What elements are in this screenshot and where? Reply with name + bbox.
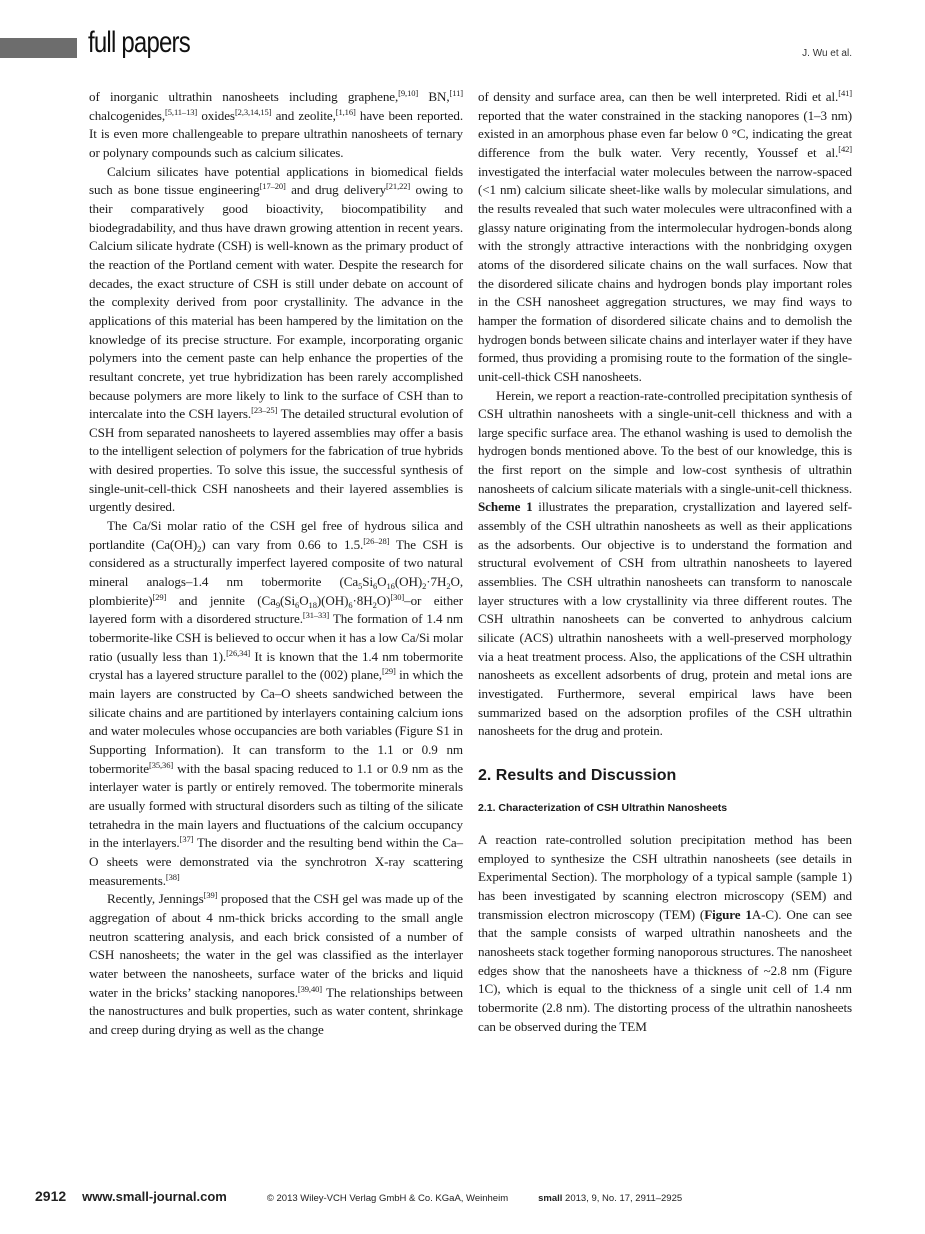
citation-ref: [9,10] [398,88,419,98]
text-run: O) [376,592,391,608]
journal-citation [538,1193,682,1204]
text-run: Si [362,574,374,590]
subscript: 5 [358,581,363,592]
subscript: 18 [308,599,317,610]
paragraph [89,88,463,163]
text-run: (Si [280,592,296,608]
subscript: 16 [386,581,395,592]
text-run: have been reported. It is even more challengeable to prepare ultrathin nanosheets of ternary or polynary compounds such as calcium silicates. [89,107,463,160]
citation-ref: [38] [165,871,180,882]
subscript: 6 [348,599,353,610]
paragraph [478,831,852,1036]
citation-details: 2013, 9, No. 17, 2911–2925 [562,1193,683,1204]
text-run: The detailed structural evolution of CSH from separated nanosheets to layered assemblies may offer a basis to the intelligent selection of polymers for the fabrication of true hybrids with desired properties. To solve this issue, the successful synthesis of single-unit-cell-thick CSH nanosheets and their layered assemblies is urgently desired. [89,406,463,515]
text-run: Calcium silicates have potential applications in biomedical fields such as bone tissue engineering [89,163,463,198]
citation-ref: [30] [390,591,405,602]
paragraph [89,517,463,890]
page-number: 2912 [35,1188,67,1204]
citation-ref: [23–25] [251,405,278,416]
right-column-intro [478,88,852,741]
copyright: © 2013 Wiley-VCH Verlag GmbH & Co. KGaA, Weinheim [266,1193,509,1204]
text-run: O, plombierite) [89,574,463,608]
text-run: of inorganic ultrathin nanosheets including graphene, [89,89,399,104]
page-footer [0,1170,925,1234]
paragraph [478,88,852,387]
running-author: J. Wu et al. [802,48,852,59]
citation-ref: [37] [179,834,194,845]
citation-ref: [21,22] [386,181,411,192]
right-column-results [478,831,852,1036]
text-run: oxides [197,107,235,123]
citation-ref: [31–33] [302,610,330,621]
text-run: A-C). One can see that the sample consists of warped ultrathin nanosheets and the nanosheets stack together forming nanoporous structures. The nanosheet edges show that the nanosheets have a thickness of ~2.8 nm (Figure 1C), which is equal to the thickness of a single unit cell of 1.4 nm tobermorite (2.8 nm). The distorting process of the ultrathin nanosheets can be observed during the TEM [478,906,852,1034]
paragraph [89,163,463,517]
journal-url[interactable]: www.small-journal.com [82,1189,227,1204]
text-run: ·7H [426,574,447,590]
text-run: (OH) [394,574,423,590]
citation-ref: [42] [838,143,852,154]
bold-ref: Scheme 1 [478,499,533,515]
text-run: illustrates the preparation, crystallization and layered self-assembly of the CSH ultrathin nanosheets as well as their applications as the adsorbents. Our objective is to understand the formation and structural evolvement of CSH from ultrathin nanosheets to layered assemblies. The CSH ultrathin nanosheets can transform to nanoscale layer structures with a low crystallinity via three different routes. The CSH ultrathin nanosheets can be converted to anhydrous calcium silicate (ACS) ultrathin nanosheets with a well-preserved morphology via a heat treatment process. Also, the applications of the CSH ultrathin nanosheets as excellent adsorbents of drug, protein and metal ions are investigated. Furthermore, several empirical laws have been summarized based on the adsorption profiles of the CSH ultrathin nanosheets for the drug and protein. [478,499,852,739]
body-columns [0,88,925,1039]
text-run: ·8H [352,592,373,608]
page-header [0,0,925,88]
citation-ref: [26–28] [363,535,390,546]
text-run: O [299,592,309,608]
text-run: The formation of 1.4 nm tobermorite-like CSH is believed to occur when it has a low Ca/Si molar ratio (usually less than 1). [89,611,464,664]
text-run: reported that the water constrained in the stacking nanopores (1–3 nm) existed in an amorphous phase even far below 0 °C, indicating the great difference from the bulk water. Very recently, Youssef et al. [478,107,852,160]
subsection-heading: 2.1. Characterization of CSH Ultrathin Nanosheets [478,801,728,814]
text-run: BN, [418,89,450,104]
journal-name: small [538,1193,563,1204]
citation-ref: [11] [449,88,463,98]
citation-ref: [1,16] [335,106,356,117]
citation-ref: [39,40] [297,983,322,994]
text-run: The Ca/Si molar ratio of the CSH gel free of hydrous silica and portlandite (Ca(OH) [89,518,463,552]
subscript: 2 [372,599,377,610]
subscript: 2 [197,543,202,554]
text-run: investigated the interfacial water molecules between the narrow-spaced (<1 nm) calcium silicate sheet-like walls by molecular simulations, and the results revealed that such water molecules were ultraconfined with a glassy nature originating from the intermolecular hydrogen-bonds along with the strongly attractive interactions with the nonbridging oxygen atoms of the disordered silicate chains on the wall surfaces. Now that the disordered silicate chains and hydrogen bonds play important roles in the CSH nanosheet aggregation structures, we may find ways to hamper the formation of disordered silicate chains and to demolish the hydrogen bonds between silicate chains and interlayer water if they have formed, thus providing a promising route to the formation of the single-unit-cell-thick CSH nanosheets. [478,163,852,384]
citation-ref: [26,34] [226,647,251,658]
text-run: It is known that the 1.4 nm tobermorite crystal has a layered structure parallel to the (002) plane, [89,648,463,683]
subscript: 2 [446,581,451,592]
text-run: in which the main layers are constructed by Ca–O sheets sandwiched between the silicate chains and are partitioned by interlayers containing calcium ions and water molecules whose occupancies are both variables (Figure S1 in Supporting Information). It can transform to the 1.1 or 0.9 nm tobermorite [89,667,463,776]
text-run: with the basal spacing reduced to 1.1 or 0.9 nm as the interlayer water is partly or entirely removed. The tobermorite minerals are usually formed with structural disorders such as tilting of the silicate tetrahedra in the main layers and fluctuations of the calcium occupancy in the interlayers. [89,760,463,851]
citation-ref: [35,36] [148,759,174,770]
left-column [89,88,463,1039]
left-column-text [89,88,463,1039]
text-run: ) can vary from 0.66 to 1.5. [201,536,364,552]
subscript: 6 [373,581,378,592]
text-run: and jennite (Ca [166,592,276,608]
text-run: The relationships between the nanostructures and bulk properties, such as water content, shrinkage and creep during drying as well as the change [89,984,463,1037]
text-run: –or either layered form with a disordered structure. [89,592,463,627]
bold-ref: Figure 1 [704,906,752,922]
text-run: Recently, Jennings [107,891,204,907]
paragraph [89,890,463,1039]
text-run: A reaction rate-controlled solution precipitation method has been employed to synthesize the CSH ultrathin nanosheets (see details in Experimental Section). The morphology of a typical sample (sample 1) has been investigated by scanning electron microscopy (SEM) and transmission electron microscopy (TEM) ( [478,831,852,922]
citation-ref: [29] [152,591,167,602]
paragraph [478,387,852,741]
citation-ref: [41] [838,88,852,98]
text-run: of density and surface area, can then be well interpreted. Ridi et al. [478,89,839,104]
header-bar [0,38,77,58]
citation-ref: [39] [203,890,218,901]
text-run: proposed that the CSH gel was made up of the aggregation of about 4 nm-thick bricks according to the small angle neutron scattering analysis, and each brick consisted of a number of CSH nanosheets; the water in the gel was classified as the interlayer water between the nanosheets, surface water of the bricks and liquid water in the bricks’ stacking nanopores. [89,891,463,1000]
citation-ref: [17–20] [259,181,286,192]
right-column [478,88,852,1039]
text-run: )(OH) [316,592,349,608]
text-run: and zeolite, [271,107,336,123]
text-run: owing to their comparatively good bioactivity, biocompatibility and biodegradability, and thus have drawn growing attention in recent years. Calcium silicate hydrate (CSH) is well-known as the primary product of the reaction of the Portland cement with water. Despite the research for decades, the exact structure of CSH is still under debate on account of the complexity derived from poor crystallinity. The advance in the applications of this material has been hampered by the limitation on the knowledge of its precise structure. For example, incorporating organic polymers into the cement paste can help enhance the properties of the resultant concrete, yet true hybridization has been rarely accomplished because polymers are more likely to link to the surface of CSH than to intercalate into the CSH layers. [89,182,463,422]
citation-ref: [5,11–13] [165,106,198,117]
text-run: O [377,574,387,590]
text-run: Herein, we report a reaction-rate-controlled precipitation synthesis of CSH ultrathin nanosheets with a single-unit-cell thickness and with a large specific surface area. The ethanol washing is used to demolish the hydrogen bonds mentioned above. To the best of our knowledge, this is the first report on the simple and low-cost synthesis of ultrathin nanosheets of calcium silicate materials with a single-unit-cell thickness. [478,387,852,496]
citation-ref: [29] [382,666,396,677]
text-run: and drug delivery [285,182,387,198]
subscript: 9 [275,599,281,610]
section-label: full papers [88,26,190,59]
citation-ref: [2,3,14,15] [234,106,272,117]
text-run: chalcogenides, [89,107,166,123]
subscript: 2 [422,581,427,592]
section-heading: 2. Results and Discussion [478,766,677,784]
text-run: The disorder and the resulting bend within the Ca–O sheets were demonstrated via the synchrotron X-ray scattering measurements. [89,835,463,888]
text-run: The CSH is considered as a structurally imperfect layered composite of two natural mineral analogs–1.4 nm tobermorite (Ca [89,536,463,590]
subscript: 6 [295,599,300,610]
